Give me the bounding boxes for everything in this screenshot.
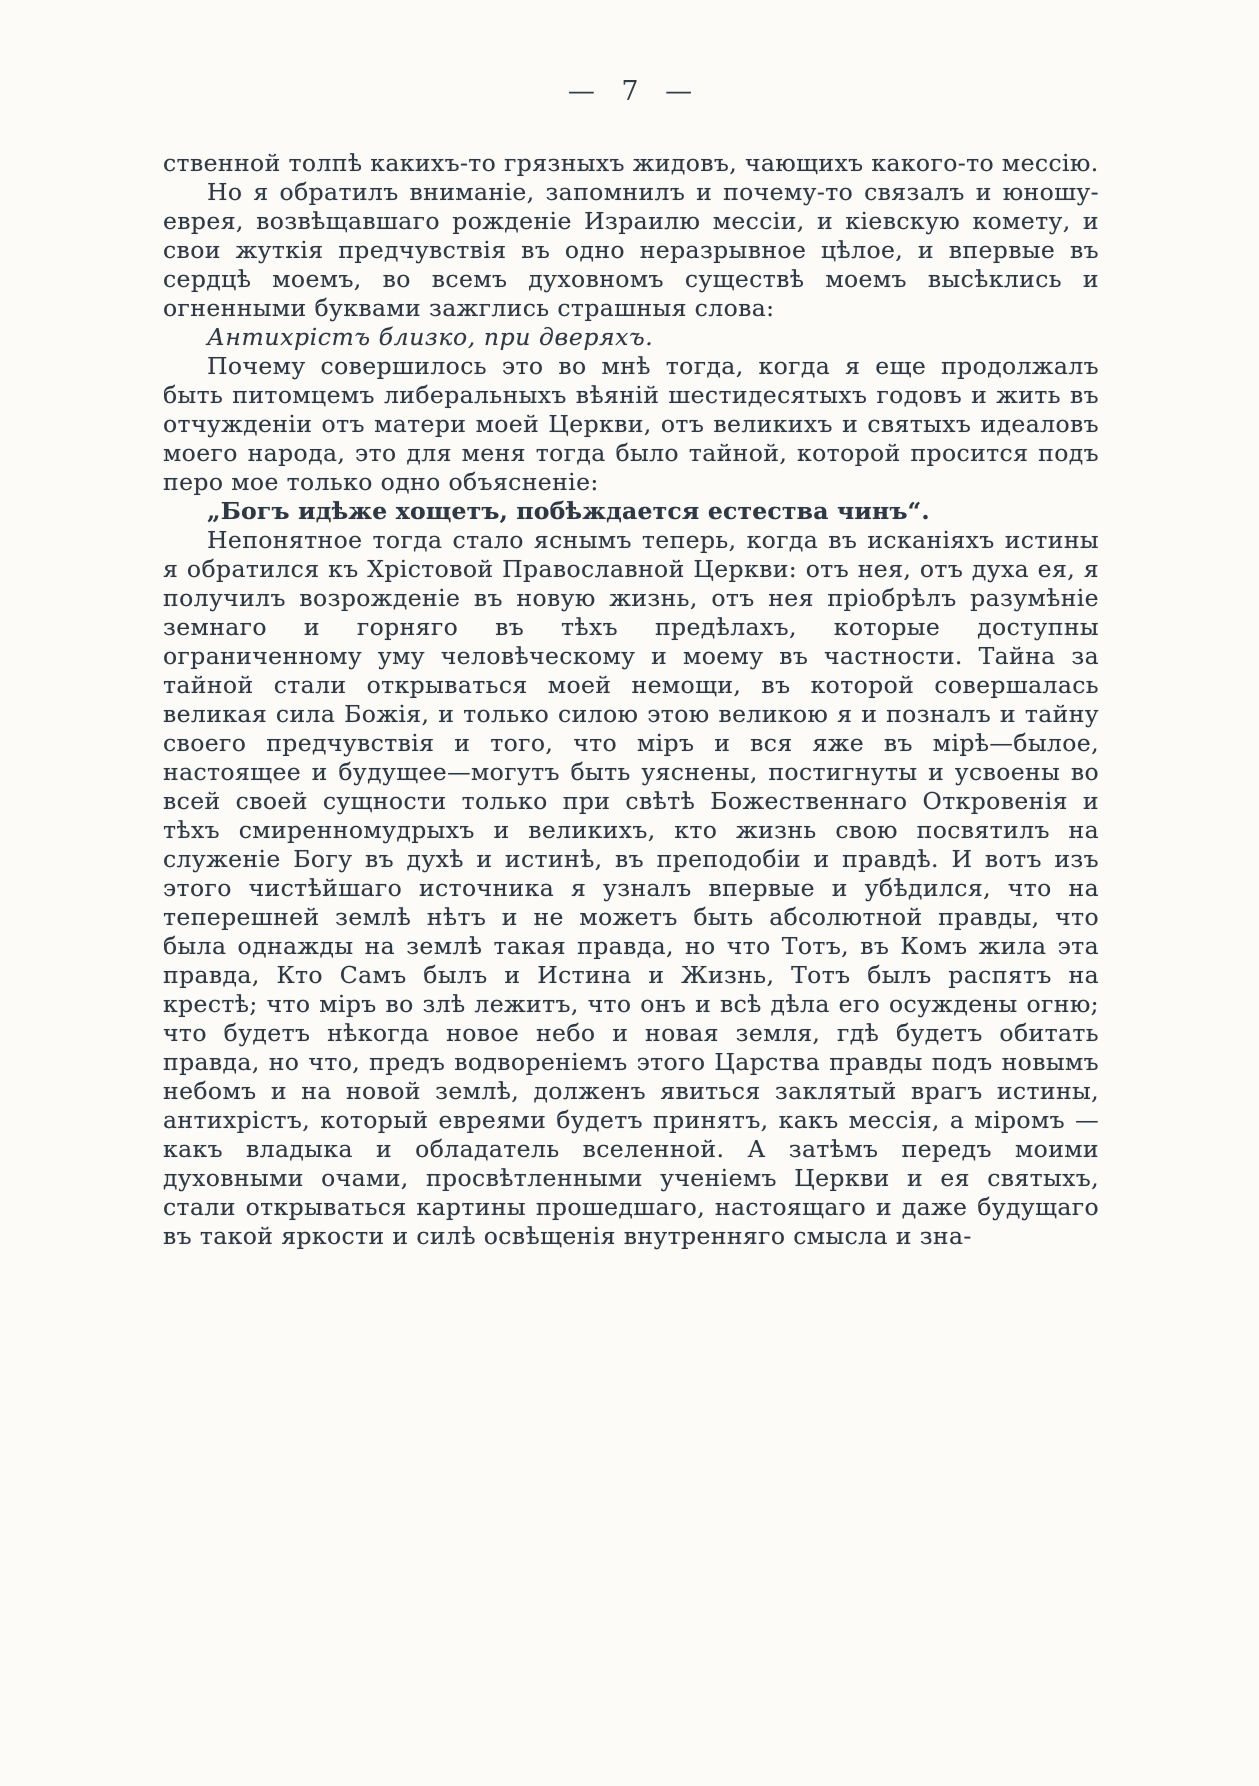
paragraph-quote: „Богъ идѣже хощетъ, побѣждается естества чинъ“. — [207, 497, 930, 525]
text-block — [163, 149, 1099, 1251]
page-number: — 7 — — [567, 76, 695, 107]
paragraph: Непонятное тогда стало яснымъ теперь, когда въ исканіяхъ истины я обратился къ Хрістовой Православной Церкви: отъ нея, отъ духа ея, я получилъ возрожденіе въ новую жизнь, отъ нея пріобрѣлъ разумѣніе земнаго и горняго въ тѣхъ предѣлахъ, которые доступны ограниченному уму человѣческому и моему въ частности. Тайна за тайной стали открываться моей немощи, въ которой совершалась великая сила Божія, и только силою этою великою я и позналъ и тайну своего предчувствія и того, что міръ и вся яже въ мірѣ—былое, настоящее и будущее—могутъ быть уяснены, постигнуты и усвоены во всей своей сущности только при свѣтѣ Божественнаго Откровенія и тѣхъ смиренномудрыхъ и великихъ, кто жизнь свою посвятилъ на служеніе Богу въ духѣ и истинѣ, въ преподобіи и правдѣ. И вотъ изъ этого чистѣйшаго источника я узналъ впервые и убѣдился, что на теперешней землѣ нѣтъ и не можетъ быть абсолютной правды, что была однажды на землѣ такая правда, но что Тотъ, въ Комъ жила эта правда, Кто Самъ былъ и Истина и Жизнь, Тотъ былъ распятъ на крестѣ; что міръ во злѣ лежитъ, что онъ и всѣ дѣла его осуждены огню; что будетъ нѣкогда новое небо и новая земля, гдѣ будетъ обитать правда, но что, предъ водвореніемъ этого Царства правды подъ новымъ небомъ и на новой землѣ, долженъ явиться заклятый врагъ истины, антихрістъ, который евреями будетъ принятъ, какъ мессія, а міромъ — какъ владыка и обладатель вселенной. А затѣмъ передъ моими духовными очами, просвѣтленными ученіемъ Церкви и ея святыхъ, стали открываться картины прошедшаго, настоящаго и даже будущаго въ такой яркости и силѣ освѣщенія внутренняго смысла и зна- — [163, 526, 1099, 1250]
paragraph: Почему совершилось это во мнѣ тогда, когда я еще продолжалъ быть питомцемъ либеральныхъ вѣяній шестидесятыхъ годовъ и жить въ отчужденіи отъ матери моей Церкви, отъ великихъ и святыхъ идеаловъ моего народа, это для меня тогда было тайной, которой просится подъ перо мое только одно объясненіе: — [163, 352, 1099, 496]
paragraph: Но я обратилъ вниманіе, запомнилъ и почему-то связалъ и юношу-еврея, возвѣщавшаго рожденіе Израилю мессіи, и кіевскую комету, и свои жуткія предчувствія въ одно неразрывное цѣлое, и впервые въ сердцѣ моемъ, во всемъ духовномъ существѣ моемъ высѣклись и огненными буквами зажглись страшныя слова: — [163, 178, 1099, 322]
paragraph-continuation: ственной толпѣ какихъ-то грязныхъ жидовъ, чающихъ какого-то мессію. — [163, 149, 1099, 177]
paragraph-emphasis-italic: Антихрістъ близко, при дверяхъ. — [207, 323, 654, 351]
